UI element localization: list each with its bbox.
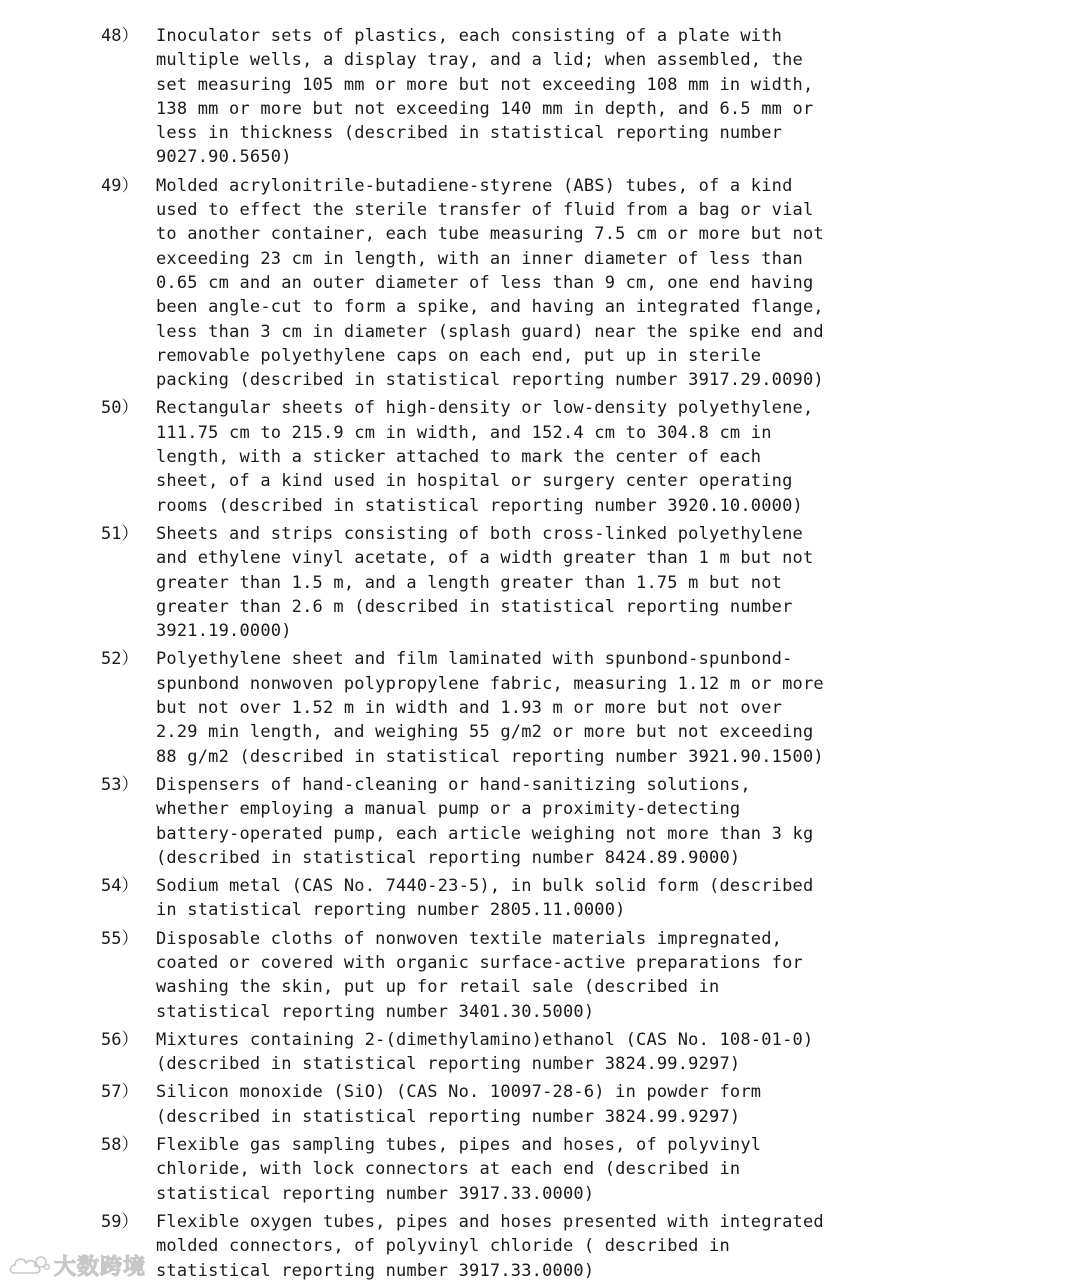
item-number: 59） bbox=[101, 1211, 139, 1232]
item-text-line: Polyethylene sheet and film laminated with spunbond-spunbond- bbox=[156, 649, 793, 670]
list-item bbox=[0, 24, 1080, 170]
list-item bbox=[0, 1028, 1080, 1077]
watermark-text: 大数跨境 bbox=[54, 1255, 147, 1280]
item-text-line: been angle-cut to form a spike, and having an integrated flange, bbox=[156, 297, 824, 318]
item-text-line: used to effect the sterile transfer of fluid from a bag or vial bbox=[156, 200, 814, 221]
document-body bbox=[0, 24, 1080, 1287]
list-item bbox=[0, 174, 1080, 393]
list-item bbox=[0, 1080, 1080, 1129]
item-number: 54） bbox=[101, 876, 139, 897]
item-text-line: (described in statistical reporting number 3824.99.9297) bbox=[156, 1106, 741, 1127]
item-number: 49） bbox=[101, 175, 139, 196]
item-text-line: less in thickness (described in statistical reporting number bbox=[156, 123, 783, 144]
item-text-line: Molded acrylonitrile-butadiene-styrene (ABS) tubes, of a kind bbox=[156, 175, 793, 196]
item-text-line: 111.75 cm to 215.9 cm in width, and 152.4 cm to 304.8 cm in bbox=[156, 422, 772, 443]
item-text-line: statistical reporting number 3917.33.0000) bbox=[156, 1183, 595, 1204]
item-number: 52） bbox=[101, 649, 139, 670]
item-text-line: Inoculator sets of plastics, each consisting of a plate with bbox=[156, 26, 783, 46]
list-item bbox=[0, 874, 1080, 923]
item-text-line: Mixtures containing 2-(dimethylamino)ethanol (CAS No. 108-01-0) bbox=[156, 1029, 814, 1050]
item-text-line: greater than 1.5 m, and a length greater than 1.75 m but not bbox=[156, 572, 783, 593]
item-text-line: and ethylene vinyl acetate, of a width greater than 1 m but not bbox=[156, 548, 814, 569]
item-text-line: spunbond nonwoven polypropylene fabric, measuring 1.12 m or more bbox=[156, 673, 824, 694]
cloud-logo-icon bbox=[8, 1253, 50, 1279]
item-number: 57） bbox=[101, 1082, 139, 1103]
item-number: 48） bbox=[101, 26, 139, 46]
item-text-line: 0.65 cm and an outer diameter of less than 9 cm, one end having bbox=[156, 272, 814, 293]
item-number: 50） bbox=[101, 398, 139, 419]
item-text-line: rooms (described in statistical reporting number 3920.10.0000) bbox=[156, 495, 803, 516]
item-text-line: less than 3 cm in diameter (splash guard) near the spike end and bbox=[156, 321, 824, 342]
item-text-line: Sheets and strips consisting of both cross-linked polyethylene bbox=[156, 523, 803, 544]
list-item bbox=[0, 522, 1080, 643]
item-text-line: battery-operated pump, each article weighing not more than 3 kg bbox=[156, 823, 814, 844]
item-text-line: sheet, of a kind used in hospital or surgery center operating bbox=[156, 471, 793, 492]
list-item bbox=[0, 396, 1080, 517]
item-text-line: removable polyethylene caps on each end, put up in sterile bbox=[156, 345, 762, 366]
item-text-line: length, with a sticker attached to mark the center of each bbox=[156, 447, 762, 468]
item-text-line: 9027.90.5650) bbox=[156, 147, 292, 168]
item-text-line: packing (described in statistical reporting number 3917.29.0090) bbox=[156, 370, 824, 391]
item-text-line: statistical reporting number 3401.30.5000) bbox=[156, 1001, 595, 1022]
item-text-line: Sodium metal (CAS No. 7440-23-5), in bulk solid form (described bbox=[156, 876, 814, 897]
list-item bbox=[0, 773, 1080, 870]
item-text-line: 3921.19.0000) bbox=[156, 621, 292, 642]
item-text-line: to another container, each tube measuring 7.5 cm or more but not bbox=[156, 224, 824, 245]
item-number: 53） bbox=[101, 774, 139, 795]
list-item bbox=[0, 1133, 1080, 1206]
item-number: 56） bbox=[101, 1029, 139, 1050]
item-text-line: (described in statistical reporting number 8424.89.9000) bbox=[156, 847, 741, 868]
item-text-line: Flexible oxygen tubes, pipes and hoses presented with integrated bbox=[156, 1211, 824, 1232]
item-text-line: Dispensers of hand-cleaning or hand-sanitizing solutions, bbox=[156, 774, 751, 795]
item-text-line: molded connectors, of polyvinyl chloride ( described in bbox=[156, 1236, 730, 1257]
watermark bbox=[8, 1250, 146, 1281]
list-item bbox=[0, 647, 1080, 768]
item-number: 51） bbox=[101, 523, 139, 544]
list-item bbox=[0, 927, 1080, 1024]
item-text-line: Rectangular sheets of high-density or low-density polyethylene, bbox=[156, 398, 814, 419]
item-text-line: whether employing a manual pump or a proximity-detecting bbox=[156, 799, 741, 820]
item-text-line: 138 mm or more but not exceeding 140 mm in depth, and 6.5 mm or bbox=[156, 98, 814, 119]
item-text-line: 88 g/m2 (described in statistical reporting number 3921.90.1500) bbox=[156, 746, 824, 767]
item-text-line: but not over 1.52 m in width and 1.93 m or more but not over bbox=[156, 698, 783, 719]
item-text-line: chloride, with lock connectors at each end (described in bbox=[156, 1159, 741, 1180]
item-text-line: washing the skin, put up for retail sale (described in bbox=[156, 977, 720, 998]
item-text-line: (described in statistical reporting number 3824.99.9297) bbox=[156, 1054, 741, 1075]
item-text-line: set measuring 105 mm or more but not exceeding 108 mm in width, bbox=[156, 74, 814, 95]
item-number: 55） bbox=[101, 928, 139, 949]
item-text-line: Disposable cloths of nonwoven textile materials impregnated, bbox=[156, 928, 783, 949]
item-text-line: Flexible gas sampling tubes, pipes and hoses, of polyvinyl bbox=[156, 1135, 762, 1156]
item-text-line: greater than 2.6 m (described in statistical reporting number bbox=[156, 596, 793, 617]
item-text-line: statistical reporting number 3917.33.0000) bbox=[156, 1260, 595, 1281]
item-text-line: multiple wells, a display tray, and a lid; when assembled, the bbox=[156, 50, 803, 71]
item-text-line: 2.29 min length, and weighing 55 g/m2 or more but not exceeding bbox=[156, 722, 814, 743]
item-text-line: in statistical reporting number 2805.11.0000) bbox=[156, 900, 626, 921]
list-item bbox=[0, 1210, 1080, 1283]
item-number: 58） bbox=[101, 1135, 139, 1156]
item-text-line: coated or covered with organic surface-active preparations for bbox=[156, 952, 803, 973]
item-text-line: exceeding 23 cm in length, with an inner diameter of less than bbox=[156, 248, 803, 269]
item-text-line: Silicon monoxide (SiO) (CAS No. 10097-28-6) in powder form bbox=[156, 1082, 762, 1103]
